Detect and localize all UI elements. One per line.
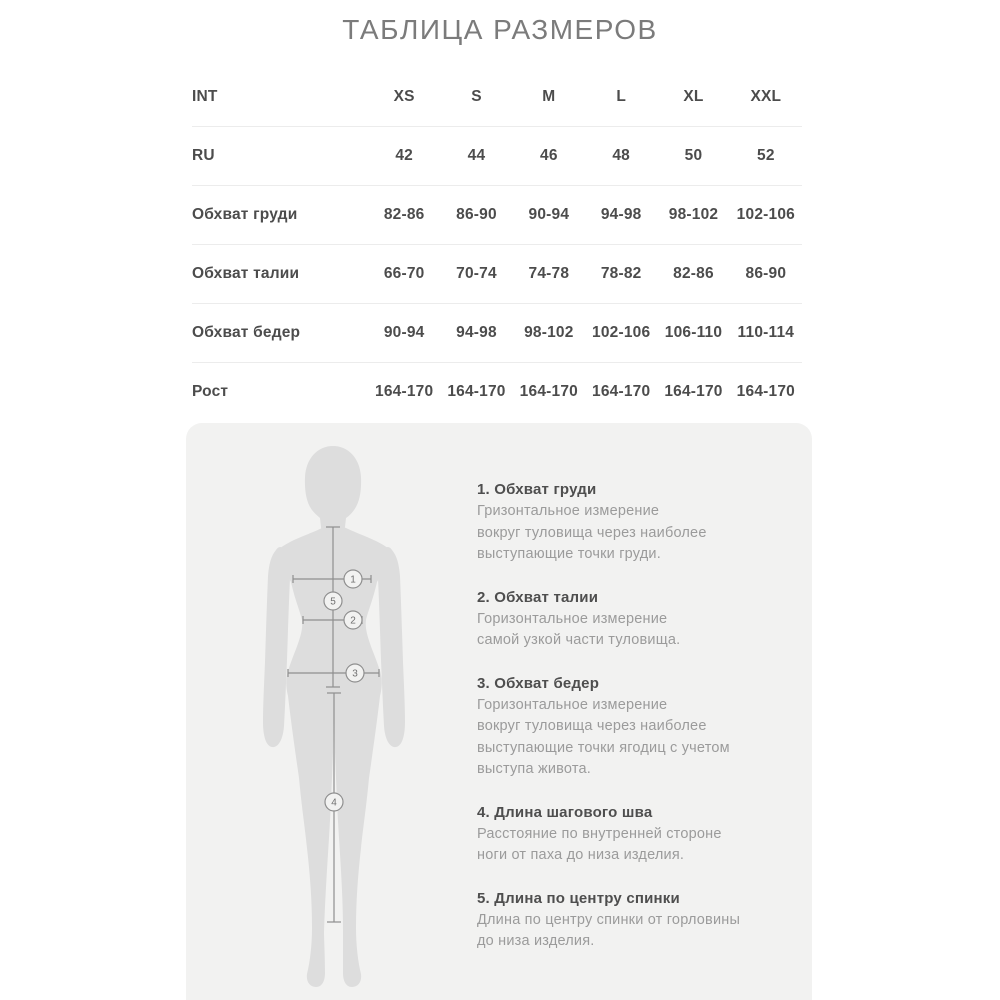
- table-header-row: [192, 68, 802, 127]
- measurement-description-heading: 4. Длина шагового шва: [477, 803, 653, 821]
- measurement-description: [477, 587, 792, 652]
- measurement-description-line: ноги от паха до низа изделия.: [477, 847, 685, 863]
- measurement-description: [477, 479, 792, 566]
- measurement-description-heading: 2. Обхват талии: [477, 588, 599, 606]
- silhouette-right-arm: [378, 547, 405, 747]
- table-cell: 50: [684, 147, 703, 164]
- row-label: Рост: [192, 383, 229, 400]
- table-cell: 78-82: [600, 265, 642, 282]
- table-cell: 110-114: [737, 324, 795, 341]
- measurement-description-line: Горизонтальное измерение: [477, 610, 668, 627]
- table-cell: XL: [683, 88, 704, 105]
- row-label: Обхват талии: [192, 265, 300, 282]
- table-cell: M: [542, 88, 556, 105]
- table-cell: 82-86: [673, 265, 714, 282]
- table-row: [192, 127, 802, 186]
- table-cell: 66-70: [383, 265, 425, 282]
- table-cell: 98-102: [668, 206, 719, 223]
- table-cell: 42: [395, 147, 413, 164]
- table-cell: 86-90: [745, 265, 787, 282]
- measurement-description-line: вокруг туловища через наиболее: [477, 718, 707, 734]
- table-cell: 74-78: [528, 265, 570, 282]
- measurement-description-heading: 1. Обхват груди: [477, 481, 597, 498]
- measurement-description-line: Гризонтальное измерение: [477, 503, 660, 519]
- table-cell: L: [616, 88, 626, 105]
- body-measurement-diagram: [230, 430, 470, 1000]
- measurement-description-line: выступающие точки груди.: [477, 546, 661, 562]
- measurement-description: [477, 888, 792, 953]
- table-row: [192, 186, 802, 245]
- table-cell: 98-102: [524, 324, 574, 341]
- marker-number-inseam: 4: [331, 797, 337, 809]
- measurement-description-heading: 3. Обхват бедер: [477, 674, 600, 692]
- marker-number-back-length: 5: [330, 596, 336, 608]
- table-cell: 164-170: [519, 383, 578, 400]
- marker-number-hip: 3: [352, 668, 358, 680]
- table-cell: 164-170: [447, 383, 506, 400]
- silhouette-head: [305, 446, 361, 533]
- table-cell: 90-94: [528, 206, 570, 223]
- table-cell: 164-170: [664, 383, 723, 400]
- measurement-description-heading: 5. Длина по центру спинки: [477, 889, 680, 907]
- measurement-description-line: вокруг туловища через наиболее: [477, 524, 707, 541]
- measurement-description-line: выступающие точки ягодиц с учетом: [477, 739, 730, 756]
- table-cell: 90-94: [383, 324, 425, 341]
- measurement-panel: [186, 423, 812, 1000]
- table-cell: 94-98: [600, 206, 642, 223]
- table-row: [192, 304, 802, 363]
- table-cell: 70-74: [456, 265, 497, 282]
- measurement-description: [477, 673, 792, 781]
- table-header-label: INT: [192, 88, 218, 105]
- size-table: [192, 68, 802, 421]
- measurement-description-line: самой узкой части туловища.: [477, 632, 681, 648]
- marker-number-chest: 1: [350, 574, 356, 586]
- table-cell: XXL: [750, 88, 782, 105]
- table-cell: 52: [757, 147, 775, 164]
- table-cell: 102-106: [592, 324, 651, 341]
- table-cell: 102-106: [736, 206, 795, 223]
- table-cell: 82-86: [383, 206, 425, 223]
- measurement-descriptions: [477, 479, 792, 974]
- table-cell: 86-90: [456, 206, 497, 223]
- row-label: Обхват бедер: [192, 324, 301, 341]
- page-title: ТАБЛИЦА РАЗМЕРОВ: [342, 14, 658, 45]
- measurement-description: [477, 802, 792, 867]
- table-cell: 106-110: [664, 324, 723, 341]
- row-label: RU: [192, 147, 215, 164]
- table-cell: XS: [393, 88, 415, 105]
- table-cell: 164-170: [736, 383, 795, 400]
- measurement-description-line: выступа живота.: [477, 761, 592, 777]
- table-cell: S: [471, 88, 482, 105]
- silhouette-left-arm: [263, 547, 290, 747]
- table-row: [192, 245, 802, 304]
- table-cell: 164-170: [592, 383, 651, 400]
- measurement-description-line: Горизонтальное измерение: [477, 696, 668, 713]
- measurement-description-line: Длина по центру спинки от горловины: [477, 911, 741, 928]
- table-cell: 44: [467, 147, 486, 164]
- measurement-description-line: Расстояние по внутренней стороне: [477, 825, 722, 842]
- table-cell: 94-98: [456, 324, 497, 341]
- table-cell: 48: [612, 147, 630, 164]
- table-row: [192, 363, 802, 421]
- table-cell: 46: [540, 147, 558, 164]
- table-cell: 164-170: [375, 383, 434, 400]
- measurement-description-line: до низа изделия.: [477, 933, 595, 949]
- row-label: Обхват груди: [192, 206, 298, 223]
- marker-number-waist: 2: [350, 615, 356, 627]
